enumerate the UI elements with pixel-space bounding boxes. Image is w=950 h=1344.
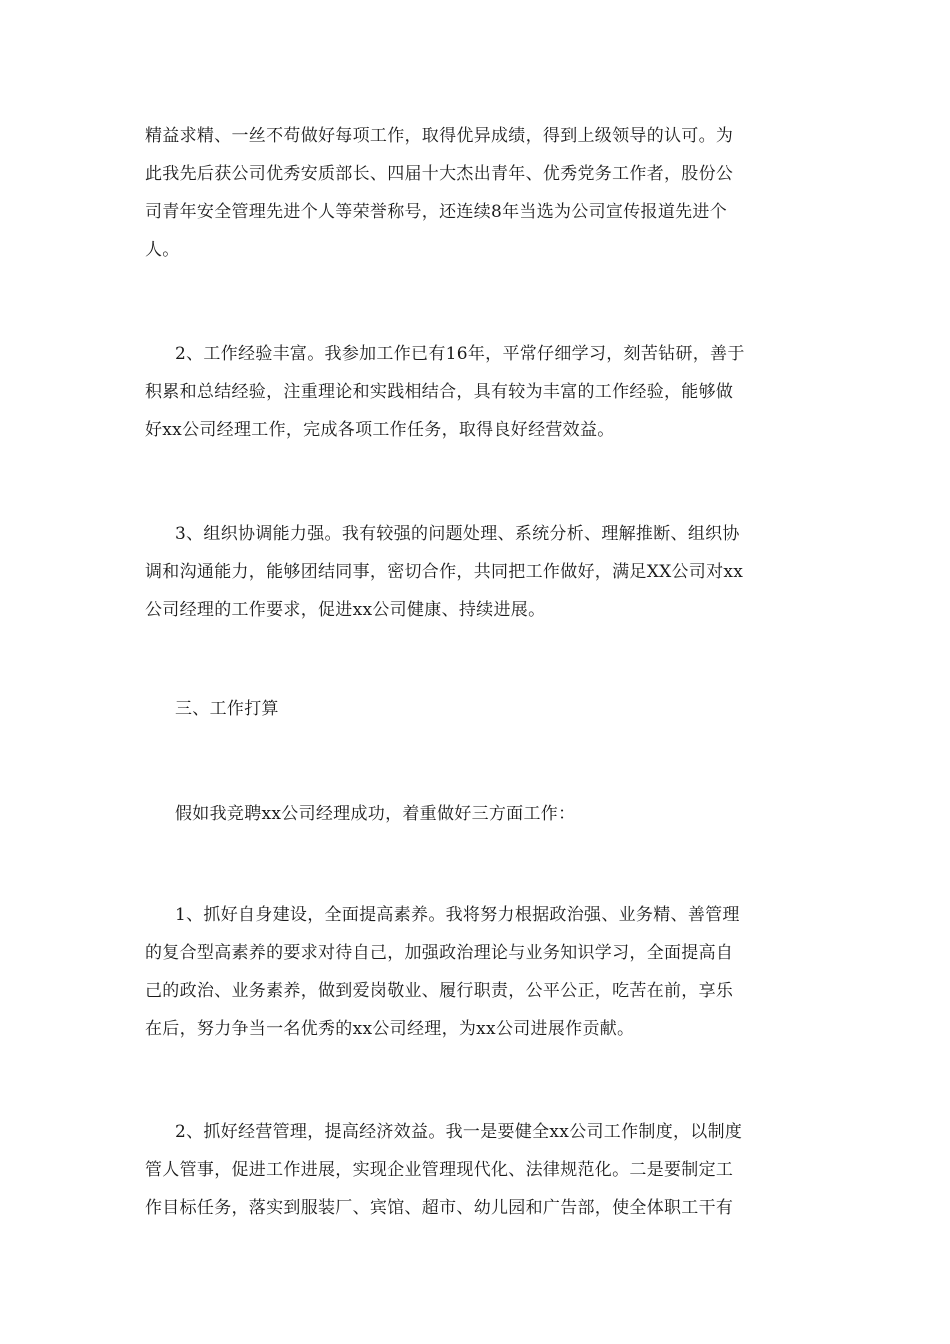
text-line: 调和沟通能力，能够团结同事，密切合作，共同把工作做好，满足XX公司对xx bbox=[145, 562, 744, 582]
text-line: 作目标任务，落实到服装厂、宾馆、超市、幼儿园和广告部，使全体职工干有 bbox=[145, 1198, 734, 1218]
text-line: 管人管事，促进工作进展，实现企业管理现代化、法律规范化。二是要制定工 bbox=[145, 1160, 734, 1180]
text-line: 己的政治、业务素养，做到爱岗敬业、履行职责，公平公正，吃苦在前，享乐 bbox=[145, 981, 734, 1001]
paragraph-experience bbox=[145, 335, 810, 449]
text-line: 的复合型高素养的要求对待自己，加强政治理论与业务知识学习，全面提高自 bbox=[145, 943, 734, 963]
text-line: 司青年安全管理先进个人等荣誉称号，还连续8年当选为公司宣传报道先进个 bbox=[145, 202, 728, 222]
paragraph-coordination bbox=[145, 515, 810, 629]
section-heading-work-plan bbox=[145, 690, 810, 728]
text-line: 精益求精、一丝不苟做好每项工作，取得优异成绩，得到上级领导的认可。为 bbox=[145, 126, 734, 146]
text-line: 此我先后获公司优秀安质部长、四届十大杰出青年、优秀党务工作者，股份公 bbox=[145, 164, 734, 184]
paragraph-self-building bbox=[145, 896, 810, 1048]
text-line: 3、组织协调能力强。我有较强的问题处理、系统分析、理解推断、组织协 bbox=[175, 524, 740, 544]
text-line: 2、抓好经营管理，提高经济效益。我一是要健全xx公司工作制度，以制度 bbox=[175, 1122, 743, 1142]
paragraph-intro bbox=[145, 795, 810, 833]
text-line: 1、抓好自身建设，全面提高素养。我将努力根据政治强、业务精、善管理 bbox=[175, 905, 740, 925]
text-line: 好xx公司经理工作，完成各项工作任务，取得良好经营效益。 bbox=[145, 420, 615, 440]
text-line: 假如我竞聘xx公司经理成功，着重做好三方面工作： bbox=[175, 804, 576, 824]
text-line: 人。 bbox=[145, 240, 180, 260]
paragraph-management bbox=[145, 1113, 810, 1227]
text-line: 公司经理的工作要求，促进xx公司健康、持续进展。 bbox=[145, 600, 546, 620]
text-line: 2、工作经验丰富。我参加工作已有16年，平常仔细学习，刻苦钻研，善于 bbox=[175, 344, 745, 364]
paragraph-honors bbox=[145, 117, 810, 269]
section-heading: 三、工作打算 bbox=[175, 699, 279, 719]
text-line: 在后，努力争当一名优秀的xx公司经理，为xx公司进展作贡献。 bbox=[145, 1019, 635, 1039]
text-line: 积累和总结经验，注重理论和实践相结合，具有较为丰富的工作经验，能够做 bbox=[145, 382, 734, 402]
